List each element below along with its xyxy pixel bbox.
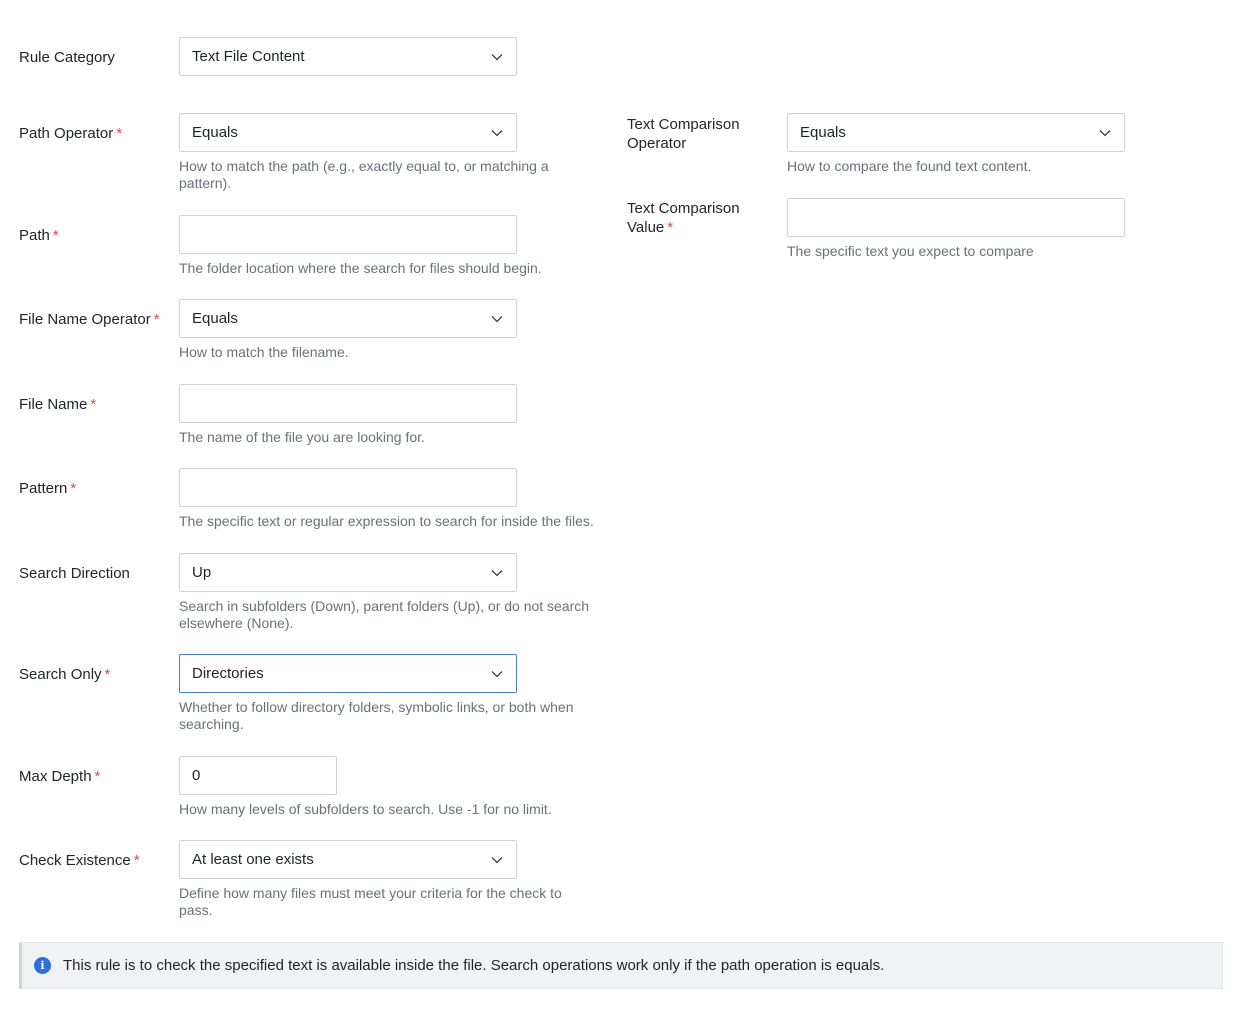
text-comparison-value-label: Text Comparison Value * [627, 200, 740, 236]
search-direction-label: Search Direction [19, 565, 130, 582]
search-direction-select[interactable] [179, 553, 517, 592]
rule-category-value: Text File Content [192, 48, 305, 65]
rule-category-select[interactable] [179, 37, 517, 76]
text-comparison-operator-select[interactable] [787, 113, 1125, 152]
text-comparison-operator-help: How to compare the found text content. [787, 158, 1032, 174]
check-existence-help: Define how many files must meet your criteria for the check to pass. [179, 885, 562, 918]
required-mark: * [153, 311, 160, 328]
text-comparison-operator-label: Text Comparison Operator [627, 116, 740, 152]
required-mark: * [90, 396, 97, 413]
max-depth-value: 0 [192, 767, 201, 784]
max-depth-input[interactable] [179, 756, 337, 795]
info-banner-text: This rule is to check the specified text is available inside the file. Search operations work only if the path operation is equals. [63, 957, 885, 974]
required-mark: * [94, 768, 101, 785]
required-mark: * [116, 125, 123, 142]
required-mark: * [104, 666, 111, 683]
pattern-label: Pattern * [19, 480, 77, 497]
file-name-operator-help: How to match the filename. [179, 344, 349, 360]
max-depth-help: How many levels of subfolders to search. Use -1 for no limit. [179, 801, 552, 817]
max-depth-label: Max Depth * [19, 768, 101, 785]
required-mark: * [52, 227, 59, 244]
file-name-help: The name of the file you are looking for. [179, 429, 425, 445]
chevron-down-icon [490, 853, 504, 867]
chevron-down-icon [490, 50, 504, 64]
search-direction-value: Up [192, 564, 212, 581]
pattern-input[interactable] [179, 468, 517, 507]
chevron-down-icon [490, 312, 504, 326]
check-existence-value: At least one exists [192, 851, 314, 868]
search-only-value: Directories [192, 665, 264, 682]
chevron-down-icon [490, 126, 504, 140]
path-operator-help: How to match the path (e.g., exactly equal to, or matching a pattern). [179, 158, 549, 191]
check-existence-select[interactable] [179, 840, 517, 879]
required-mark: * [70, 480, 77, 497]
required-mark: * [133, 852, 140, 869]
rule-category-label: Rule Category [19, 49, 115, 66]
search-only-help: Whether to follow directory folders, symbolic links, or both when searching. [179, 699, 574, 732]
text-comparison-operator-value: Equals [800, 124, 846, 141]
path-operator-value: Equals [192, 124, 238, 141]
info-banner [19, 942, 1223, 989]
file-name-operator-label: File Name Operator * [19, 311, 160, 328]
check-existence-label: Check Existence * [19, 852, 140, 869]
search-only-select[interactable] [179, 654, 517, 693]
path-operator-select[interactable] [179, 113, 517, 152]
info-icon: i [34, 957, 51, 974]
file-name-label: File Name * [19, 396, 97, 413]
text-comparison-value-help: The specific text you expect to compare [787, 243, 1034, 259]
chevron-down-icon [490, 566, 504, 580]
path-input[interactable] [179, 215, 517, 254]
path-label: Path * [19, 227, 59, 244]
text-comparison-value-input[interactable] [787, 198, 1125, 237]
path-operator-label: Path Operator * [19, 125, 123, 142]
path-help: The folder location where the search for files should begin. [179, 260, 542, 276]
chevron-down-icon [490, 667, 504, 681]
search-only-label: Search Only * [19, 666, 111, 683]
file-name-input[interactable] [179, 384, 517, 423]
chevron-down-icon [1098, 126, 1112, 140]
file-name-operator-value: Equals [192, 310, 238, 327]
pattern-help: The specific text or regular expression to search for inside the files. [179, 513, 594, 529]
file-name-operator-select[interactable] [179, 299, 517, 338]
required-mark: * [667, 219, 674, 236]
search-direction-help: Search in subfolders (Down), parent folders (Up), or do not search elsewhere (None). [179, 598, 590, 631]
